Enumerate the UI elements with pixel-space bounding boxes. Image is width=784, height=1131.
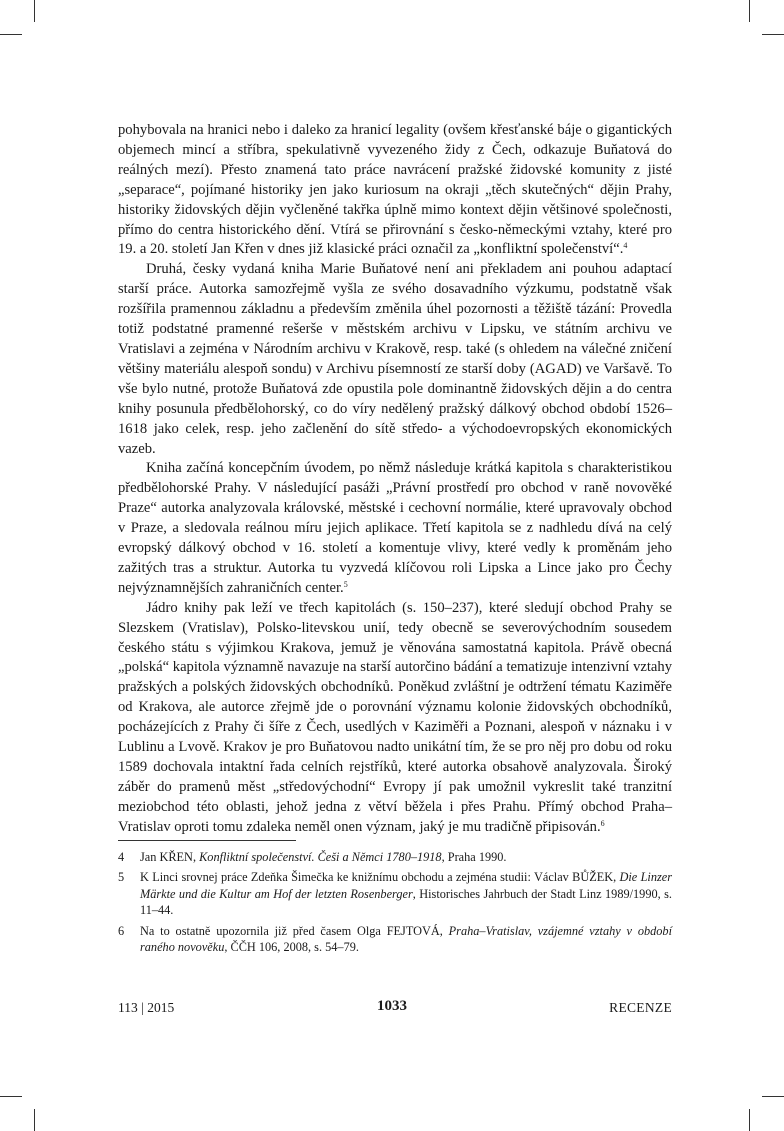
footer-section: RECENZE [609, 1000, 672, 1015]
paragraph: pohybovala na hranici nebo i daleko za hranicí legality (ovšem křesťanské báje o gigantických objemech mincí a stříbra, spekulativně vyvezeného židy z Čech, odkazuje Buňatová do reálných mezí). Přesto znamená tato práce navrácení pražské židovské komunity z jisté „separace“, pojímané historiky jen jako kuriosum na okraji „těch skutečných“ dějin Prahy, historiky židovských dějin vyčleněné takřka úplně mimo kontext dějin většinové společnosti, přímo do centra historického dění. Vtírá se přirovnání s česko-německými vztahy, které pro 19. a 20. století Jan Křen v dnes již klasické práci označil za „konfliktní společenství“.$^4$ [118, 122, 672, 258]
footnote [118, 869, 672, 918]
crop-mark-bottom-left [34, 1109, 35, 1131]
footnote [118, 923, 672, 956]
body-text [118, 121, 672, 838]
footnote-divider [118, 840, 296, 841]
crop-mark-top-left [34, 0, 35, 22]
crop-mark-top-right-h [762, 34, 784, 35]
footnote-text: Jan KŘEN, Konfliktní společenství. Češi a Němci 1780–1918, Praha 1990. [140, 850, 507, 864]
crop-mark-top-right [749, 0, 750, 22]
paragraph: Druhá, česky vydaná kniha Marie Buňatové není ani překladem ani pouhou adaptací starší práce. Autorka samozřejmě vyšla ze svého dosavadního výzkumu, podstatně však rozšířila pramennou základnu a především změnila úhel pozornosti a těžiště tázání: Provedla totiž podstatné pramenné rešerše v městském archivu v Lipsku, ve státním archivu ve Vratislavi a zejména v Národním archivu v Krakově, resp. také (s ohledem na válečné zničení většiny materiálu alespoň sondu) v Archivu písemností ze starší doby (AGAD) ve Varšavě. To vše bylo nutné, protože Buňatová zde opustila pole dominantně židovských dějin a do centra knihy posunula předbělohorský, co do víry nedělený pražský dálkový obchod období 1526–1618 jako celek, resp. jeho začlenění do sítě středo- a východoevropských ekonomických vazeb. [118, 261, 672, 457]
footnote-ref[interactable]: 5 [343, 579, 348, 589]
footer-volume-year: 113 | 2015 [118, 1000, 175, 1015]
footnote-number: 6 [118, 923, 125, 938]
paragraph: Kniha začíná koncepčním úvodem, po němž následuje krátká kapitola s charakteristikou předbělohorské Prahy. V následující pasáži „Právní prostředí pro obchod v raně novověké Praze“ autorka analyzovala královské, městské i cechovní normálie, které upravovaly obchod v Praze, a sledovala reálnou míru jejich aplikace. Třetí kapitola se z nadhledu dívá na celý evropský dálkový obchod v 16. století a komentuje vlivy, které vedly k proměnám jeho zažitých tras a struktur. Autorka tu vyzvedá klíčovou roli Lipska a Lince jako pro Čechy nejvýznamnějších zahraničních center.$^5$ [118, 460, 672, 596]
crop-mark-bottom-right [749, 1109, 750, 1131]
crop-mark-bottom-right-h [762, 1096, 784, 1097]
footnote-ref[interactable]: 4 [623, 241, 628, 251]
footnote-ref[interactable]: 6 [600, 818, 605, 828]
page-number: 1033 [377, 998, 407, 1014]
footnote-number: 5 [118, 870, 125, 885]
footnotes [118, 849, 672, 959]
footnote-text: K Linci srovnej práce Zdeňka Šimečka ke knižnímu obchodu a zejména studii: Václav BŮŽEK, Die Linzer Märkte und die Kultur am Hof der letzten Rosenberger, Historisches Jahrbuch der Stadt Linz 1989/1990, s. 11–44. [140, 870, 673, 918]
paragraph: Jádro knihy pak leží ve třech kapitolách (s. 150–237), které sledují obchod Prahy se Slezskem (Vratislav), Polsko-litevskou unií, tedy obecně se severovýchodním sousedem českého státu s výjimkou Krakova, jemuž je věnována samostatná kapitola. Právě obecná „polská“ kapitola významně navazuje na starší autorčino bádání a tematizuje intenzivní vztahy pražských a polských židovských obchodníků. Poněkud zvláštní je odtržení tématu Kaziměře od Krakova, ale autorce zřejmě jde o porovnání významu kolonie židovských obchodníků, pocházejících z Prahy či šíře z Čech, usedlých v Kaziměři a Poznani, alespoň v náznaku i v Lublinu a Lvově. Krakov je pro Buňatovou nadto unikátní tím, že se pro něj pro dobu od roku 1589 dochovala intaktní řada celních rejstříků, které autorka obsahově analyzovala. Široký záběr do pramenů měst „středovýchodní“ Evropy jí pak umožnil vykreslit také tranzitní meziobchod této oblasti, jehož jedna z větví běžela i přes Prahu. Přímý obchod Praha–Vratislav oproti tomu zdaleka neměl onen význam, jaký je mu tradičně připisován.$^6$ [118, 599, 672, 835]
footnote-number: 4 [118, 850, 125, 864]
crop-mark-bottom-left-h [0, 1096, 22, 1097]
footnote-text: Na to ostatně upozornila již před časem Olga FEJTOVÁ, Praha–Vratislav, vzájemné vztahy v období raného novověku, ČČH 106, 2008, s. 54–79. [140, 923, 672, 955]
footnote [118, 849, 672, 865]
crop-mark-top-left-h [0, 34, 22, 35]
